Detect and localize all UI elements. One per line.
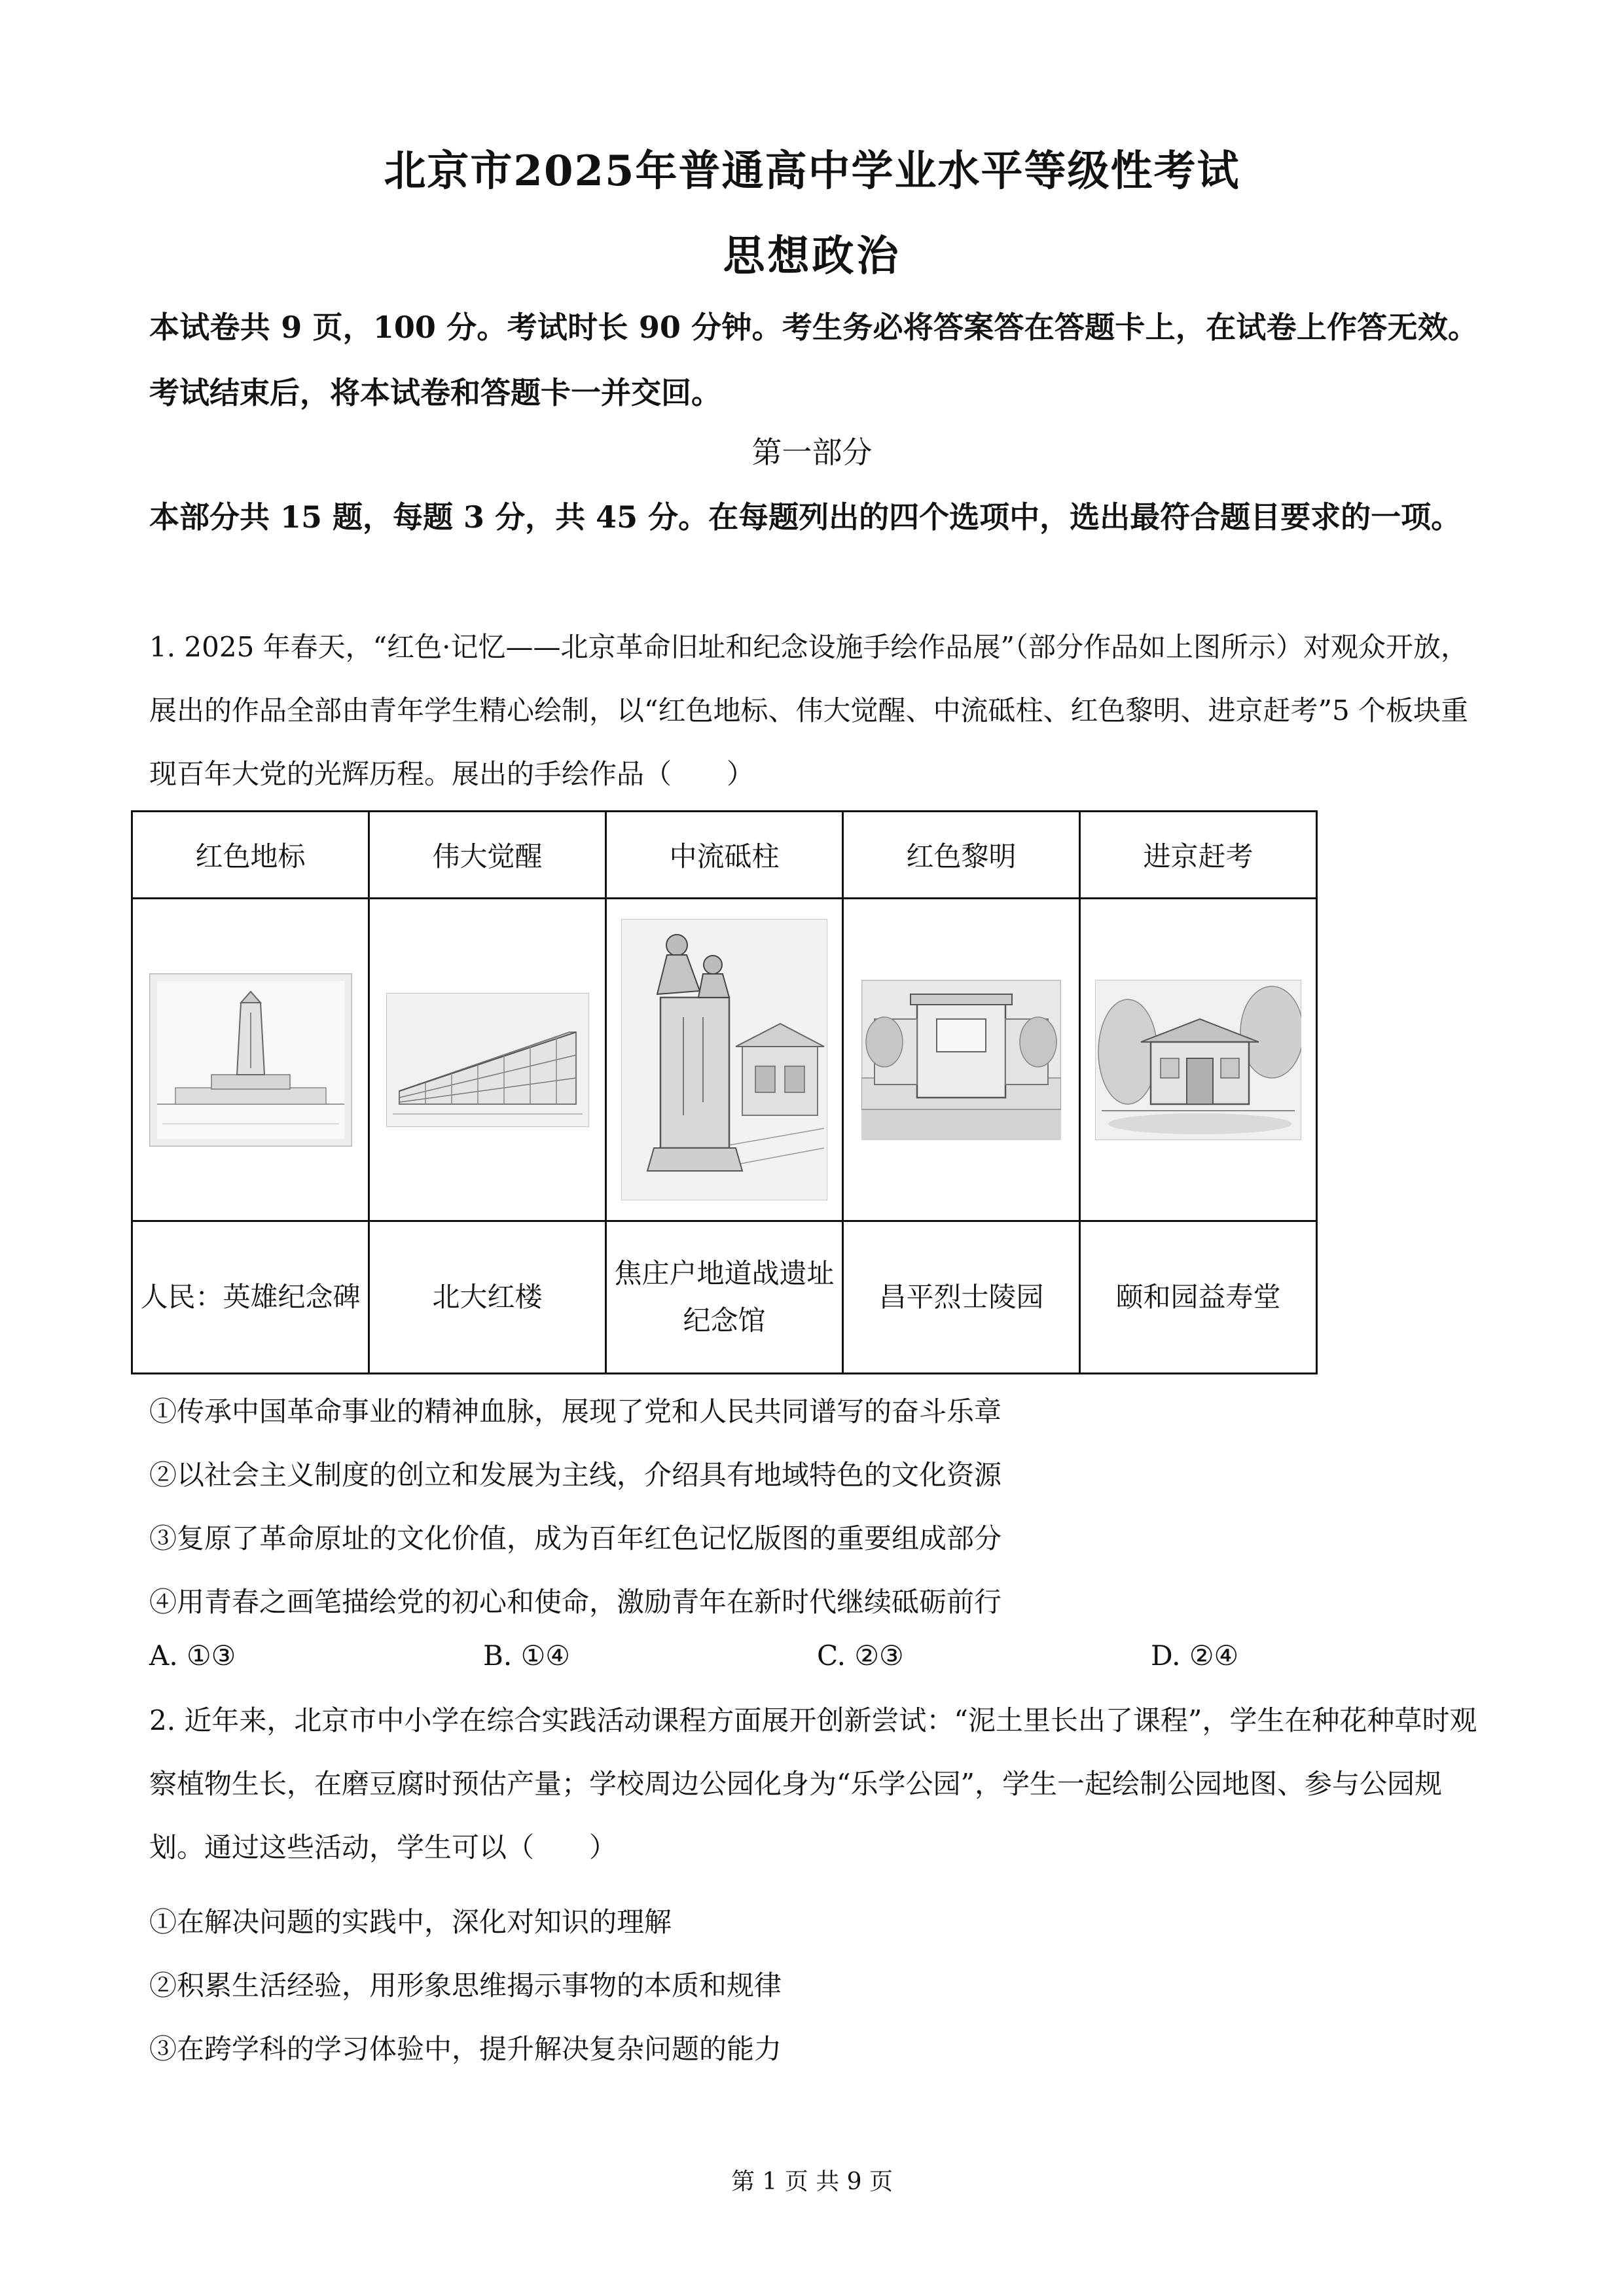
table-picture-cell bbox=[1080, 899, 1317, 1221]
statement: ②积累生活经验，用形象思维揭示事物的本质和规律 bbox=[149, 1969, 782, 2001]
table-name-cell: 北大红楼 bbox=[369, 1221, 606, 1374]
table-name-cell: 昌平烈士陵园 bbox=[843, 1221, 1080, 1374]
table-header-cell: 中流砥柱 bbox=[606, 812, 843, 899]
exam-instructions: 本试卷共 9 页，100 分。考试时长 90 分钟。考生务必将答案答在答题卡上，在试卷上作答无效。考试结束后，将本试卷和答题卡一并交回。 bbox=[149, 310, 1478, 410]
table-picture-cell bbox=[369, 899, 606, 1221]
statement: ①在解决问题的实践中，深化对知识的理解 bbox=[149, 1906, 672, 1938]
table-name-cell: 焦庄户地道战遗址纪念馆 bbox=[606, 1221, 843, 1374]
table-name-row bbox=[132, 1221, 1317, 1374]
subject-title: 思想政治 bbox=[723, 232, 901, 281]
table-picture-cell bbox=[132, 899, 369, 1221]
table-picture-row bbox=[132, 899, 1317, 1221]
answer-option-d[interactable]: D. ②④ bbox=[1151, 1640, 1239, 1672]
table-header-cell: 进京赶考 bbox=[1080, 812, 1317, 899]
table-name-cell: 颐和园益寿堂 bbox=[1080, 1221, 1317, 1374]
statement: ①传承中国革命事业的精神血脉，展现了党和人民共同谱写的奋斗乐章 bbox=[149, 1395, 1002, 1427]
answer-option-a[interactable]: A. ①③ bbox=[149, 1640, 236, 1672]
answer-option-c[interactable]: C. ②③ bbox=[817, 1640, 904, 1672]
table-picture-cell bbox=[606, 899, 843, 1221]
tunnel-memorial-sketch bbox=[621, 919, 827, 1200]
monument-sketch bbox=[149, 973, 352, 1147]
statement: ④用青春之画笔描绘党的初心和使命，激励青年在新时代继续砥砺前行 bbox=[149, 1586, 1002, 1618]
answer-option-b[interactable]: B. ①④ bbox=[483, 1640, 570, 1672]
table-name-cell: 人民：英雄纪念碑 bbox=[132, 1221, 369, 1374]
red-building-sketch bbox=[386, 993, 589, 1127]
table-header-cell: 伟大觉醒 bbox=[369, 812, 606, 899]
statement: ③复原了革命原址的文化价值，成为百年红色记忆版图的重要组成部分 bbox=[149, 1522, 1002, 1554]
page-footer: 第 1 页 共 9 页 bbox=[731, 2168, 893, 2195]
statement: ②以社会主义制度的创立和发展为主线，介绍具有地域特色的文化资源 bbox=[149, 1459, 1002, 1491]
part-title: 第一部分 bbox=[751, 435, 873, 470]
exam-title: 北京市2025年普通高中学业水平等级性考试 bbox=[384, 147, 1240, 196]
artwork-table bbox=[131, 810, 1318, 1374]
cemetery-gate-sketch bbox=[861, 980, 1061, 1140]
statement: ③在跨学科的学习体验中，提升解决复杂问题的能力 bbox=[149, 2033, 782, 2065]
part-instructions: 本部分共 15 题，每题 3 分，共 45 分。在每题列出的四个选项中，选出最符合题目要求的一项。 bbox=[149, 499, 1462, 535]
question-1-stem: 1. 2025 年春天，“红色·记忆——北京革命旧址和纪念设施手绘作品展”（部分作品如上图所示）对观众开放，展出的作品全部由青年学生精心绘制，以“红色地标、伟大觉醒、中流砥柱、红色黎明、进京赶考”5 个板块重现百年大党的光辉历程。展出的手绘作品（ ） bbox=[149, 631, 1469, 790]
question-2-stem: 2. 近年来，北京市中小学在综合实践活动课程方面展开创新尝试：“泥土里长出了课程”，学生在种花种草时观察植物生长，在磨豆腐时预估产量；学校周边公园化身为“乐学公园”，学生一起绘制公园地图、参与公园规划。通过这些活动，学生可以（ ） bbox=[149, 1704, 1477, 1863]
table-header-cell: 红色地标 bbox=[132, 812, 369, 899]
table-picture-cell bbox=[843, 899, 1080, 1221]
table-header-cell: 红色黎明 bbox=[843, 812, 1080, 899]
table-header-row bbox=[132, 812, 1317, 899]
garden-hall-sketch bbox=[1095, 980, 1301, 1140]
